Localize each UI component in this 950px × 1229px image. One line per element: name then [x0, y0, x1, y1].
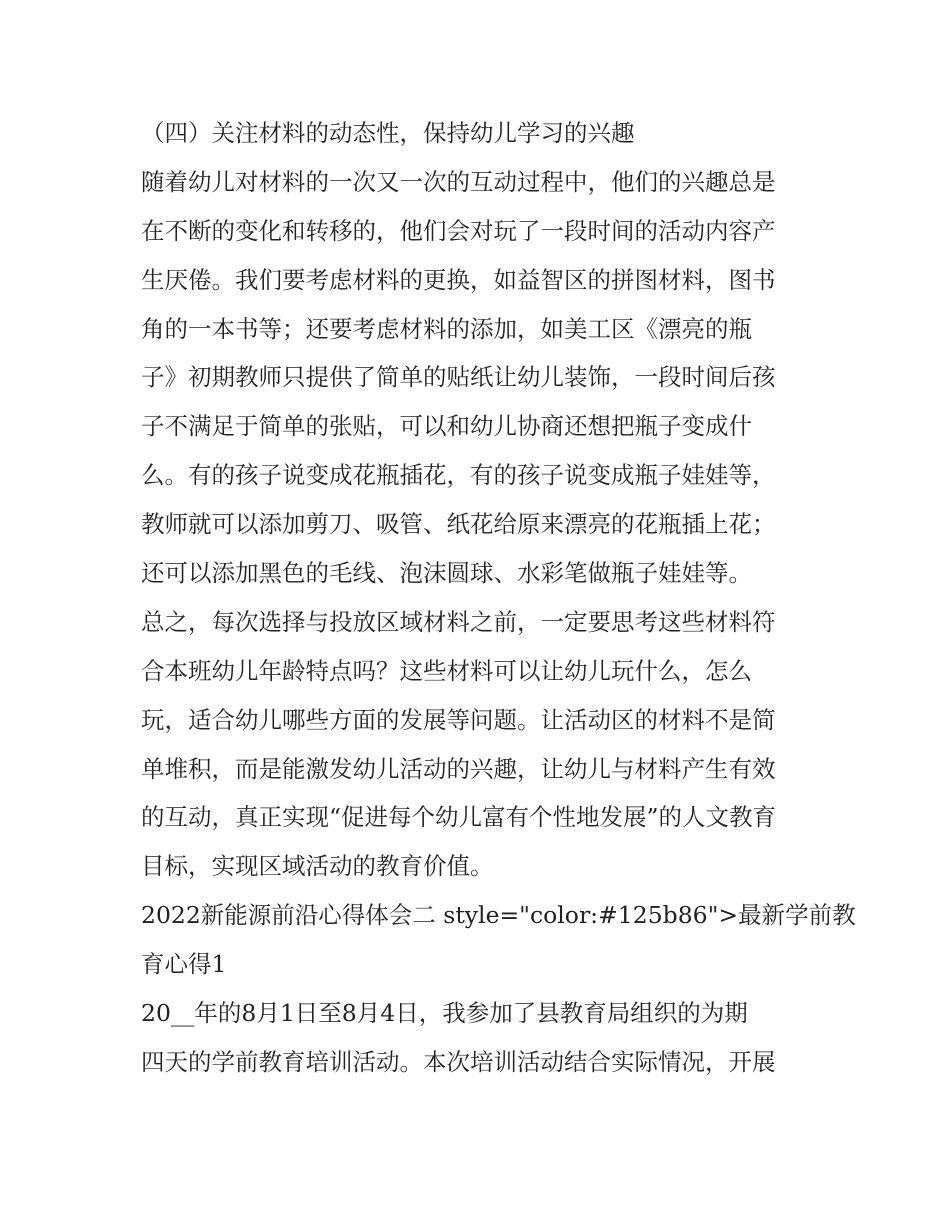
paragraph-line: 在不断的变化和转移的，他们会对玩了一段时间的活动内容产 [141, 216, 776, 245]
paragraph-line: 20__年的8月1日至8月4日，我参加了县教育局组织的为期 [141, 999, 748, 1028]
paragraph-line: 子不满足于简单的张贴，可以和幼儿协商还想把瓶子变成什 [141, 412, 752, 441]
document-body [141, 109, 856, 1087]
paragraph-line: 子》初期教师只提供了简单的贴纸让幼儿装饰，一段时间后孩 [141, 363, 776, 392]
paragraph-line: 总之，每次选择与投放区域材料之前，一定要思考这些材料符 [141, 607, 776, 636]
section-heading: （四）关注材料的动态性，保持幼儿学习的兴趣 [141, 119, 635, 147]
paragraph-line: 还可以添加黑色的毛线、泡沫圆球、水彩笔做瓶子娃娃等。 [141, 559, 752, 588]
paragraph-line: 的互动，真正实现“促进每个幼儿富有个性地发展”的人文教育 [141, 803, 777, 832]
paragraph-line: 玩，适合幼儿哪些方面的发展等问题。让活动区的材料不是简 [141, 705, 776, 734]
article-title-line: 育心得1 [141, 950, 227, 979]
paragraph-line: 生厌倦。我们要考虑材料的更换，如益智区的拼图材料，图书 [141, 265, 776, 294]
paragraph-line: 四天的学前教育培训活动。本次培训活动结合实际情况，开展 [141, 1047, 776, 1076]
paragraph-line: 合本班幼儿年龄特点吗？这些材料可以让幼儿玩什么，怎么 [141, 656, 752, 685]
article-title-line: 2022新能源前沿心得体会二 style="color:#125b86">最新学前教 [141, 901, 856, 930]
paragraph-line: 教师就可以添加剪刀、吸管、纸花给原来漂亮的花瓶插上花； [141, 510, 776, 539]
paragraph-line: 目标，实现区域活动的教育价值。 [141, 852, 494, 881]
paragraph-line: 单堆积，而是能激发幼儿活动的兴趣，让幼儿与材料产生有效 [141, 754, 776, 783]
paragraph-line: 角的一本书等；还要考虑材料的添加，如美工区《漂亮的瓶 [141, 314, 752, 343]
paragraph-line: 随着幼儿对材料的一次又一次的互动过程中，他们的兴趣总是 [141, 167, 776, 196]
paragraph-line: 么。有的孩子说变成花瓶插花，有的孩子说变成瓶子娃娃等， [141, 461, 776, 490]
